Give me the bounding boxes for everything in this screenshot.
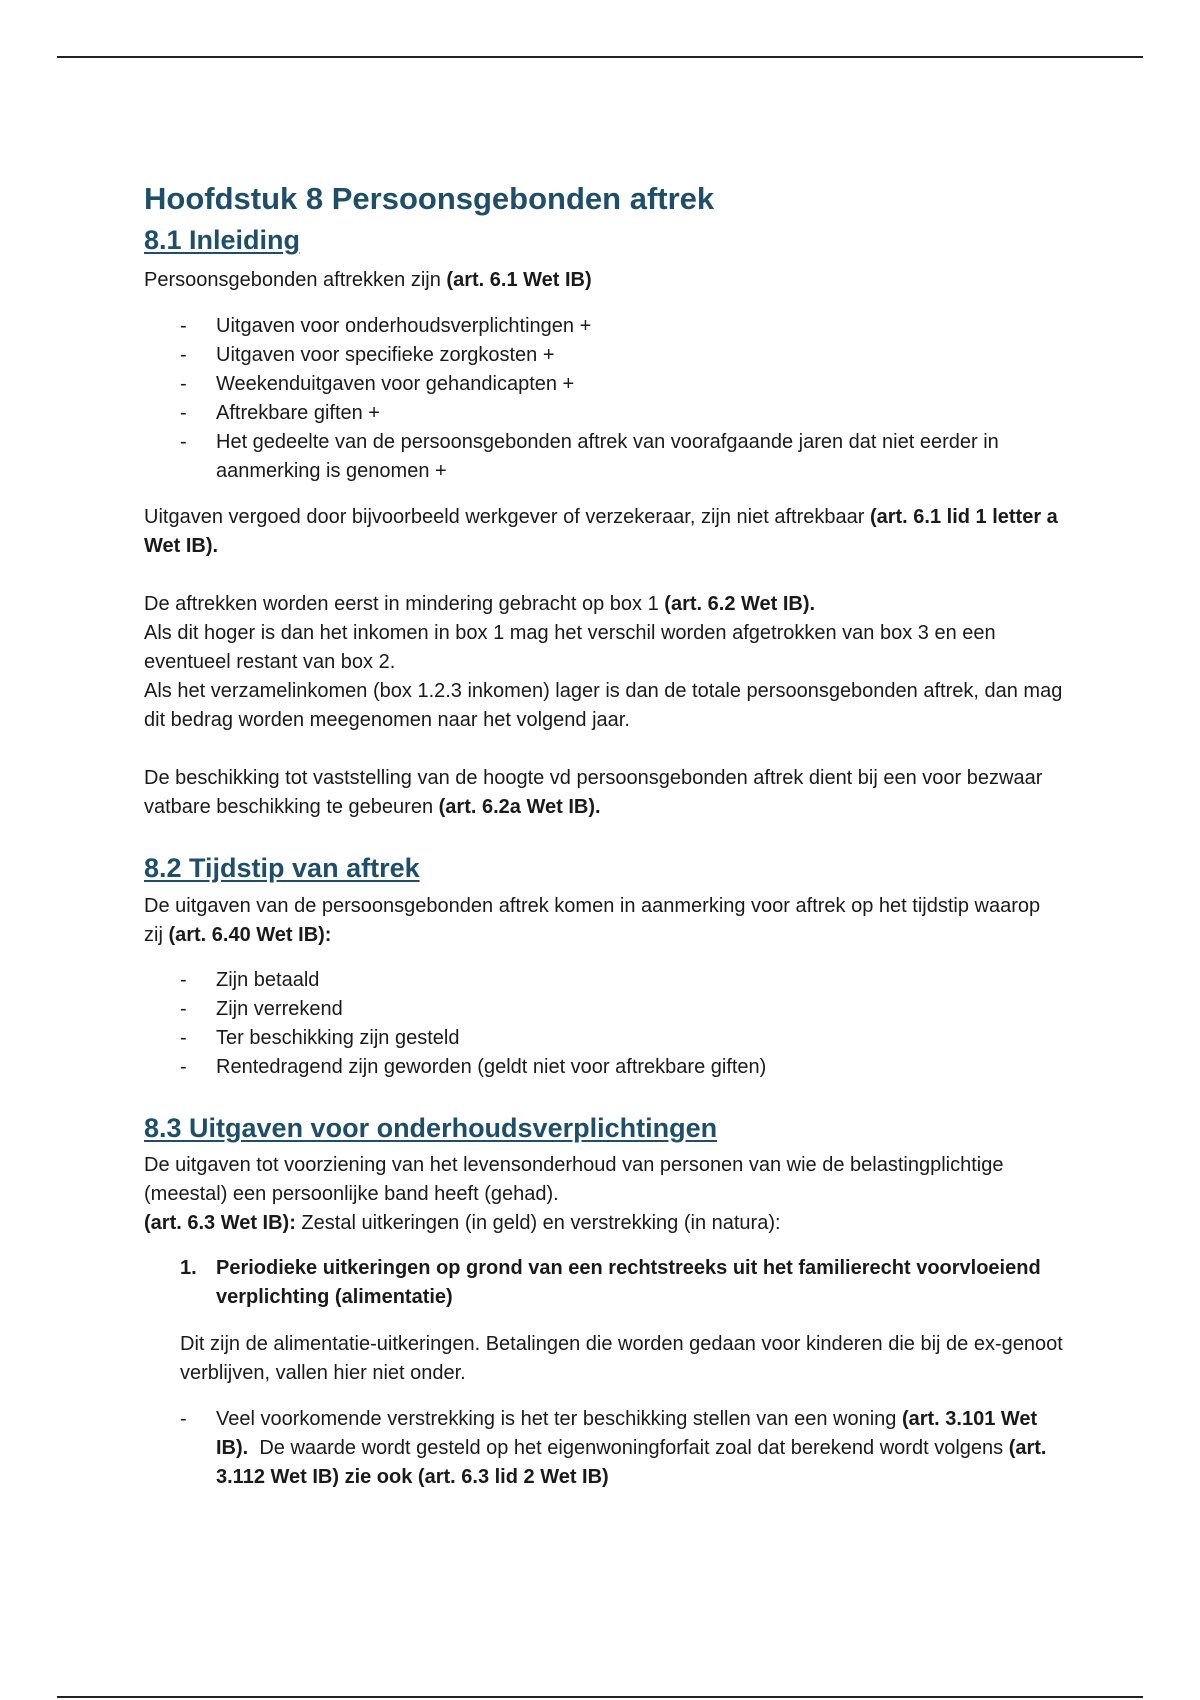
- s81-paragraph-carryover: Als het verzamelinkomen (box 1.2.3 inkomen) lager is dan de totale persoonsgebonden aftrek, dan mag dit bedrag worden meegenomen naar het volgend jaar.: [144, 680, 1063, 731]
- document-body: [144, 178, 1064, 1492]
- s81-deduction-list: [144, 312, 1064, 486]
- list-item: - Het gedeelte van de persoonsgebonden aftrek van voorafgaande jaren dat niet eerder in aanmerking is genomen +: [144, 428, 1064, 486]
- s83-dash-list: [144, 1405, 1064, 1492]
- section-heading-8-3: 8.3 Uitgaven voor onderhoudsverplichtingen: [144, 1113, 718, 1143]
- list-item: - Ter beschikking zijn gesteld: [144, 1024, 1064, 1053]
- s83-paragraph-definition: De uitgaven tot voorziening van het levensonderhoud van personen van wie de belastingplichtige (meestal) een persoonlijke band heeft (gehad).: [144, 1154, 1004, 1205]
- list-item: - Weekenduitgaven voor gehandicapten +: [144, 370, 1064, 399]
- s81-intro: Persoonsgebonden aftrekken zijn (art. 6.1 Wet IB): [144, 269, 592, 291]
- numbered-item-alimentatie: 1. Periodieke uitkeringen op grond van een rechtstreeks uit het familierecht voorvloeiend verplichting (alimentatie): [180, 1257, 1041, 1308]
- list-item: - Uitgaven voor specifieke zorgkosten +: [144, 341, 1064, 370]
- footer-rule: [57, 1696, 1143, 1698]
- section-heading-8-2: 8.2 Tijdstip van aftrek: [144, 853, 420, 883]
- chapter-title: Hoofdstuk 8 Persoonsgebonden aftrek: [144, 181, 715, 216]
- s82-intro: De uitgaven van de persoonsgebonden aftrek komen in aanmerking voor aftrek op het tijdstip waarop zij (art. 6.40 Wet IB):: [144, 895, 1041, 946]
- s81-paragraph-beschikking: De beschikking tot vaststelling van de hoogte vd persoonsgebonden aftrek dient bij een voor bezwaar vatbare beschikking te gebeuren (art. 6.2a Wet IB).: [144, 767, 1043, 818]
- list-item: - Rentedragend zijn geworden (geldt niet voor aftrekbare giften): [144, 1053, 1064, 1082]
- list-item: - Uitgaven voor onderhoudsverplichtingen +: [144, 312, 1064, 341]
- list-item: - Aftrekbare giften +: [144, 399, 1064, 428]
- section-heading-8-1: 8.1 Inleiding: [144, 225, 301, 255]
- list-item: - Zijn betaald: [144, 966, 1064, 995]
- list-item: - Zijn verrekend: [144, 995, 1064, 1024]
- list-item: - Veel voorkomende verstrekking is het ter beschikking stellen van een woning (art. 3.101 Wet IB). De waarde wordt gesteld op het eigenwoningforfait zoal dat berekend wordt volgens (art. 3.112 Wet IB) zie ook (art. 6.3 lid 2 Wet IB): [144, 1405, 1064, 1492]
- s83-paragraph-alimentatie: Dit zijn de alimentatie-uitkeringen. Betalingen die worden gedaan voor kinderen die bij de ex-genoot verblijven, vallen hier niet onder.: [180, 1333, 1063, 1384]
- s81-paragraph-box3: Als dit hoger is dan het inkomen in box 1 mag het verschil worden afgetrokken van box 3 en een eventueel restant van box 2.: [144, 622, 996, 673]
- s81-paragraph-reimbursed: Uitgaven vergoed door bijvoorbeeld werkgever of verzekeraar, zijn niet aftrekbaar (art. 6.1 lid 1 letter a Wet IB).: [144, 506, 1058, 557]
- header-rule: [57, 56, 1143, 58]
- s82-timing-list: [144, 966, 1064, 1082]
- s81-paragraph-box1: De aftrekken worden eerst in mindering gebracht op box 1 (art. 6.2 Wet IB).: [144, 593, 816, 615]
- s83-paragraph-article: (art. 6.3 Wet IB): Zestal uitkeringen (in geld) en verstrekking (in natura):: [144, 1212, 781, 1234]
